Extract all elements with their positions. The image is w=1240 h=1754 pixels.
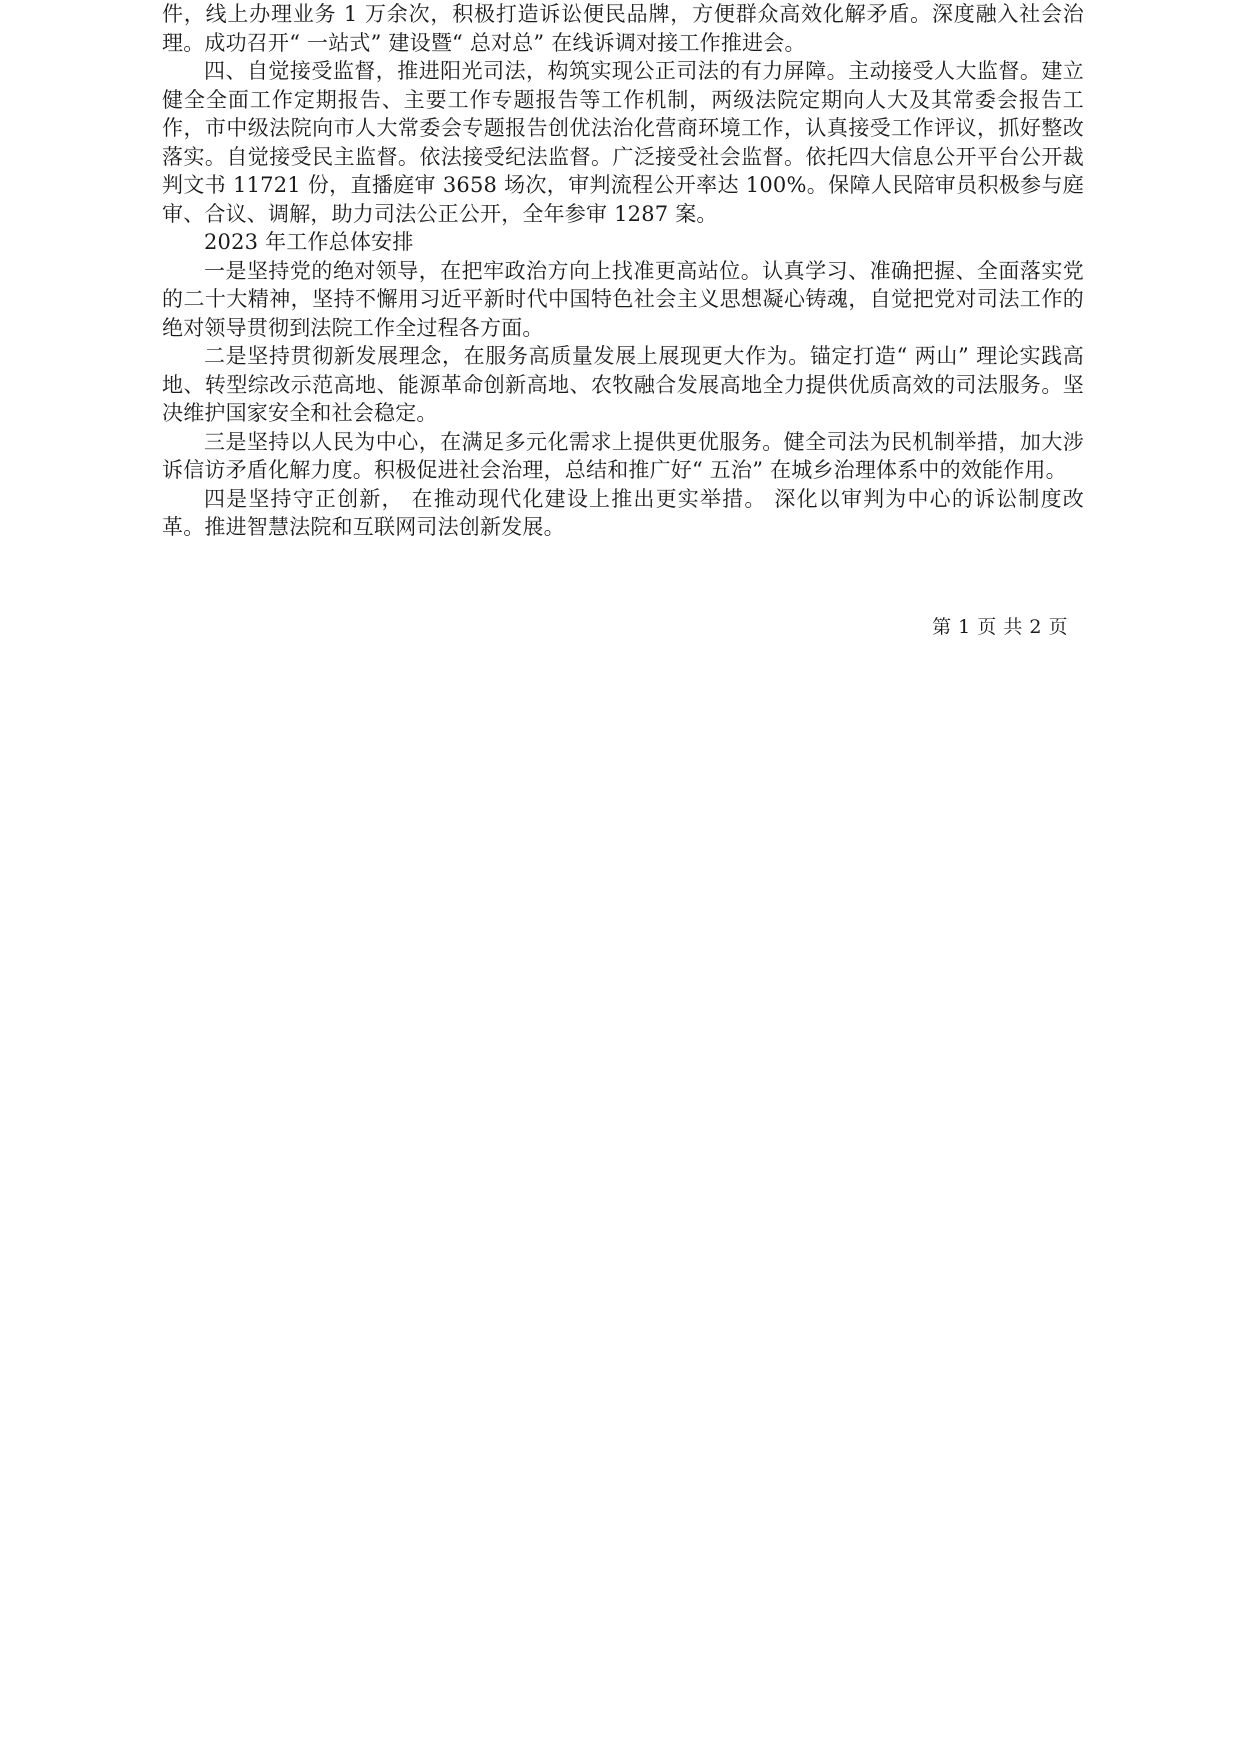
page-number-footer: 第 1 页 共 2 页 [932,616,1068,638]
section-heading-2023-plan: 2023 年工作总体安排 [204,230,414,254]
document-body [162,0,1084,542]
paragraph-plan-2: 二是坚持贯彻新发展理念，在服务高质量发展上展现更大作为。锚定打造“ 两山” 理论实践高地、转型综改示范高地、能源革命创新高地、农牧融合发展高地全力提供优质高效的司法服务。坚决维护国家安全和社会稳定。 [162,344,1084,425]
paragraph-plan-4: 四是坚持守正创新， 在推动现代化建设上推出更实举措。 深化以审判为中心的诉讼制度改革。推进智慧法院和互联网司法创新发展。 [162,486,1084,539]
paragraph-plan-3: 三是坚持以人民为中心，在满足多元化需求上提供更优服务。健全司法为民机制举措，加大涉诉信访矛盾化解力度。积极促进社会治理，总结和推广好“ 五治” 在城乡治理体系中的效能作用。 [162,429,1084,482]
paragraph-continuation: 件，线上办理业务 1 万余次，积极打造诉讼便民品牌，方便群众高效化解矛盾。深度融入社会治理。成功召开“ 一站式” 建设暨“ 总对总” 在线诉调对接工作推进会。 [162,2,1084,55]
paragraph-supervision: 四、自觉接受监督，推进阳光司法，构筑实现公正司法的有力屏障。主动接受人大监督。建立健全全面工作定期报告、主要工作专题报告等工作机制，两级法院定期向人大及其常委会报告工作，市中级法院向市人大常委会专题报告创优法治化营商环境工作，认真接受工作评议，抓好整改落实。自觉接受民主监督。依法接受纪法监督。广泛接受社会监督。依托四大信息公开平台公开裁判文书 11721 份，直播庭审 3658 场次，审判流程公开率达 100%。保障人民陪审员积极参与庭审、合议、调解，助力司法公正公开，全年参审 1287 案。 [162,59,1084,226]
document-page [162,0,1084,542]
paragraph-plan-1: 一是坚持党的绝对领导，在把牢政治方向上找准更高站位。认真学习、准确把握、全面落实党的二十大精神，坚持不懈用习近平新时代中国特色社会主义思想凝心铸魂，自觉把党对司法工作的绝对领导贯彻到法院工作全过程各方面。 [162,258,1084,340]
